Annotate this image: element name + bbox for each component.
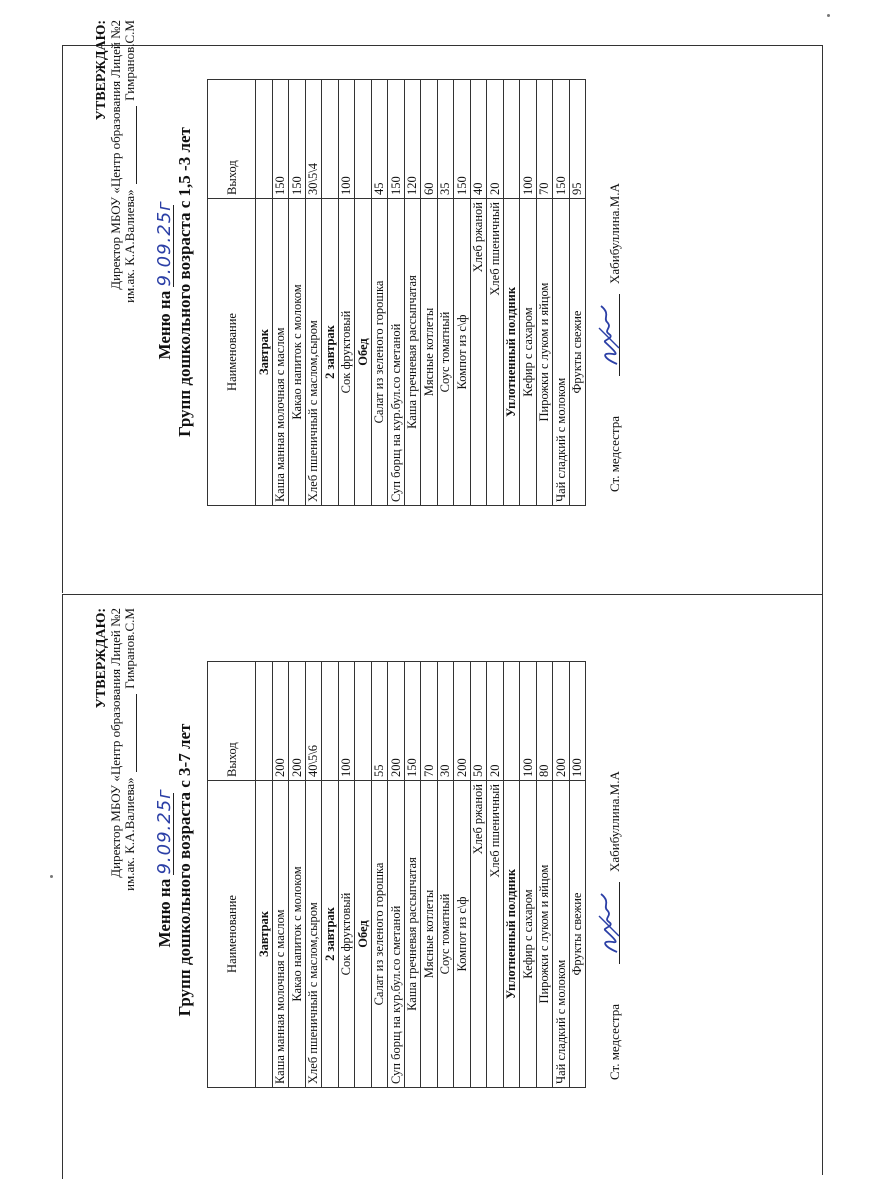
dish-name: Суп борщ на кур.бул.со сметаной	[388, 199, 405, 506]
dish-name: Каша манная молочная с маслом	[272, 199, 289, 506]
scan-speck	[50, 875, 53, 878]
dish-name: Хлеб пшеничный	[487, 199, 504, 506]
meal-section-name: Уплотненный полдник	[503, 199, 520, 506]
header-amount: Выход	[208, 80, 256, 199]
table-row	[289, 662, 306, 1088]
dish-name: Фрукты свежие	[569, 199, 586, 506]
dish-name: Компот из с\ф	[454, 199, 471, 506]
table-row	[569, 662, 586, 1088]
meal-section-row	[256, 662, 273, 1088]
menu-table	[207, 661, 586, 1088]
dish-name: Суп борщ на кур.бул.со сметаной	[388, 781, 405, 1088]
menu-sheet-1-5-3	[95, 12, 655, 552]
approval-director-line: Директор МБОУ «Центр образования Лицей №2	[108, 608, 123, 878]
dish-amount: 40	[470, 80, 487, 199]
nurse-label: Ст. медсестра	[607, 1003, 622, 1080]
meal-section-row	[503, 662, 520, 1088]
empty-cell	[503, 80, 520, 199]
meal-section-row	[256, 80, 273, 506]
director-signature-blank	[125, 694, 137, 772]
meal-section-row	[355, 662, 372, 1088]
menu-subtitle: Групп дошкольного возраста с 3-7 лет	[175, 723, 194, 1017]
dish-name: Компот из с\ф	[454, 781, 471, 1088]
nurse-label: Ст. медсестра	[607, 415, 622, 492]
dish-amount: 55	[371, 662, 388, 781]
dish-name: Фрукты свежие	[569, 781, 586, 1088]
dish-amount: 150	[272, 80, 289, 199]
table-row	[421, 662, 438, 1088]
table-row	[404, 80, 421, 506]
meal-section-name: Обед	[355, 199, 372, 506]
dish-amount: 150	[553, 80, 570, 199]
approval-block	[95, 608, 137, 938]
table-row	[272, 80, 289, 506]
dish-amount: 20	[487, 662, 504, 781]
dish-name: Хлеб пшеничный с маслом,сыром	[305, 199, 322, 506]
dish-amount: 150	[289, 80, 306, 199]
dish-amount: 40\5\6	[305, 662, 322, 781]
handwritten-signature	[595, 886, 625, 956]
table-row	[454, 80, 471, 506]
table-header-row	[208, 662, 256, 1088]
menu-table-body	[208, 80, 586, 506]
dish-name: Каша гречневая рассыпчатая	[404, 781, 421, 1088]
dish-amount: 35	[437, 80, 454, 199]
dish-name: Салат из зеленого горошка	[371, 199, 388, 506]
dish-amount: 150	[404, 662, 421, 781]
dish-amount: 200	[553, 662, 570, 781]
dish-amount: 100	[520, 80, 537, 199]
table-header-row	[208, 80, 256, 506]
approval-school-name: им.ак. К.А.Валиева»	[122, 777, 137, 891]
table-row	[371, 80, 388, 506]
empty-cell	[322, 80, 339, 199]
scan-edge-left-upper	[62, 45, 63, 593]
table-row	[553, 80, 570, 506]
dish-name: Салат из зеленого горошка	[371, 781, 388, 1088]
header-amount: Выход	[208, 662, 256, 781]
dish-name: Хлеб пшеничный	[487, 781, 504, 1088]
dish-name: Соус томатный	[437, 199, 454, 506]
empty-cell	[355, 80, 372, 199]
scan-edge-left-lower	[62, 594, 63, 1179]
approval-title: УТВЕРЖДАЮ:	[94, 608, 109, 709]
approval-director-line: Директор МБОУ «Центр образования Лицей №2	[108, 20, 123, 290]
table-row	[388, 662, 405, 1088]
approval-block	[95, 20, 137, 350]
meal-section-name: Уплотненный полдник	[503, 781, 520, 1088]
dish-name: Чай сладкий с молоком	[553, 199, 570, 506]
table-row	[421, 80, 438, 506]
table-row	[553, 662, 570, 1088]
table-row	[520, 662, 537, 1088]
dish-amount: 95	[569, 80, 586, 199]
dish-amount: 45	[371, 80, 388, 199]
dish-name: Соус томатный	[437, 781, 454, 1088]
dish-amount: 20	[487, 80, 504, 199]
dish-amount: 200	[454, 662, 471, 781]
table-row	[272, 662, 289, 1088]
menu-label: Меню на	[155, 878, 174, 948]
dish-amount: 100	[569, 662, 586, 781]
dish-name: Пирожки с луком и яйцом	[536, 781, 553, 1088]
dish-name: Хлеб пшеничный с маслом,сыром	[305, 781, 322, 1088]
table-row	[454, 662, 471, 1088]
menu-date-heading	[155, 12, 175, 552]
empty-cell	[256, 80, 273, 199]
director-name: Гимранов.С.М	[122, 608, 137, 689]
header-name: Наименование	[208, 781, 256, 1088]
dish-amount: 70	[536, 80, 553, 199]
dish-name: Каша гречневая рассыпчатая	[404, 199, 421, 506]
dish-name: Пирожки с луком и яйцом	[536, 199, 553, 506]
approval-signature-line	[123, 20, 137, 350]
approval-signature-line	[123, 608, 137, 938]
table-row	[487, 80, 504, 506]
dish-amount: 100	[338, 80, 355, 199]
scan-edge-top-lower	[62, 594, 822, 595]
table-row	[404, 662, 421, 1088]
dish-name: Каша манная молочная с маслом	[272, 781, 289, 1088]
table-row	[470, 80, 487, 506]
empty-cell	[256, 662, 273, 781]
dish-amount: 120	[404, 80, 421, 199]
menu-label: Меню на	[155, 290, 174, 360]
director-signature-blank	[125, 106, 137, 184]
dish-amount: 150	[454, 80, 471, 199]
approval-title: УТВЕРЖДАЮ:	[94, 20, 109, 121]
table-row	[305, 80, 322, 506]
dish-amount: 100	[520, 662, 537, 781]
empty-cell	[322, 662, 339, 781]
table-row	[289, 80, 306, 506]
meal-section-row	[322, 662, 339, 1088]
header-name: Наименование	[208, 199, 256, 506]
dish-name: Кефир с сахаром	[520, 781, 537, 1088]
table-row	[338, 80, 355, 506]
menu-subtitle: Групп дошкольного возраста с 1,5 -3 лет	[175, 127, 194, 437]
table-row	[520, 80, 537, 506]
table-row	[371, 662, 388, 1088]
approval-school-name: им.ак. К.А.Валиева»	[122, 189, 137, 303]
menu-date-heading	[155, 600, 175, 1140]
table-row	[569, 80, 586, 506]
table-row	[536, 80, 553, 506]
dish-name: Сок фруктовый	[338, 199, 355, 506]
dish-amount: 50	[470, 662, 487, 781]
dish-name: Какао напиток с молоком	[289, 781, 306, 1088]
meal-section-row	[503, 80, 520, 506]
table-row	[388, 80, 405, 506]
menu-sheet-3-7	[95, 600, 655, 1140]
handwritten-signature	[595, 298, 625, 368]
scan-speck	[827, 14, 830, 17]
dish-name: Мясные котлеты	[421, 781, 438, 1088]
menu-table	[207, 79, 586, 506]
dish-amount: 80	[536, 662, 553, 781]
table-row	[487, 662, 504, 1088]
dish-amount: 100	[338, 662, 355, 781]
menu-date-handwritten: 9.09.25г	[154, 788, 175, 875]
meal-section-name: Завтрак	[256, 781, 273, 1088]
empty-cell	[355, 662, 372, 781]
meal-section-name: 2 завтрак	[322, 199, 339, 506]
dish-amount: 70	[421, 662, 438, 781]
empty-cell	[503, 662, 520, 781]
dish-amount: 200	[388, 662, 405, 781]
table-row	[536, 662, 553, 1088]
meal-section-name: Обед	[355, 781, 372, 1088]
dish-amount: 200	[272, 662, 289, 781]
dish-amount: 30	[437, 662, 454, 781]
dish-name: Мясные котлеты	[421, 199, 438, 506]
dish-amount: 60	[421, 80, 438, 199]
table-row	[437, 662, 454, 1088]
nurse-name: Хабибуллина.М.А	[607, 771, 622, 872]
dish-name: Чай сладкий с молоком	[553, 781, 570, 1088]
dish-amount: 30\5\4	[305, 80, 322, 199]
meal-section-row	[322, 80, 339, 506]
table-row	[338, 662, 355, 1088]
table-row	[437, 80, 454, 506]
table-row	[470, 662, 487, 1088]
dish-amount: 200	[289, 662, 306, 781]
dish-name: Сок фруктовый	[338, 781, 355, 1088]
nurse-name: Хабибуллина.М.А	[607, 183, 622, 284]
menu-table-body	[208, 662, 586, 1088]
meal-section-name: 2 завтрак	[322, 781, 339, 1088]
dish-name: Кефир с сахаром	[520, 199, 537, 506]
meal-section-row	[355, 80, 372, 506]
dish-name: Хлеб ржаной	[470, 781, 487, 1088]
dish-amount: 150	[388, 80, 405, 199]
dish-name: Хлеб ржаной	[470, 199, 487, 506]
director-name: Гимранов.С.М	[122, 20, 137, 101]
menu-date-handwritten: 9.09.25г	[154, 200, 175, 287]
table-row	[305, 662, 322, 1088]
scan-edge-right	[822, 45, 823, 1175]
dish-name: Какао напиток с молоком	[289, 199, 306, 506]
meal-section-name: Завтрак	[256, 199, 273, 506]
